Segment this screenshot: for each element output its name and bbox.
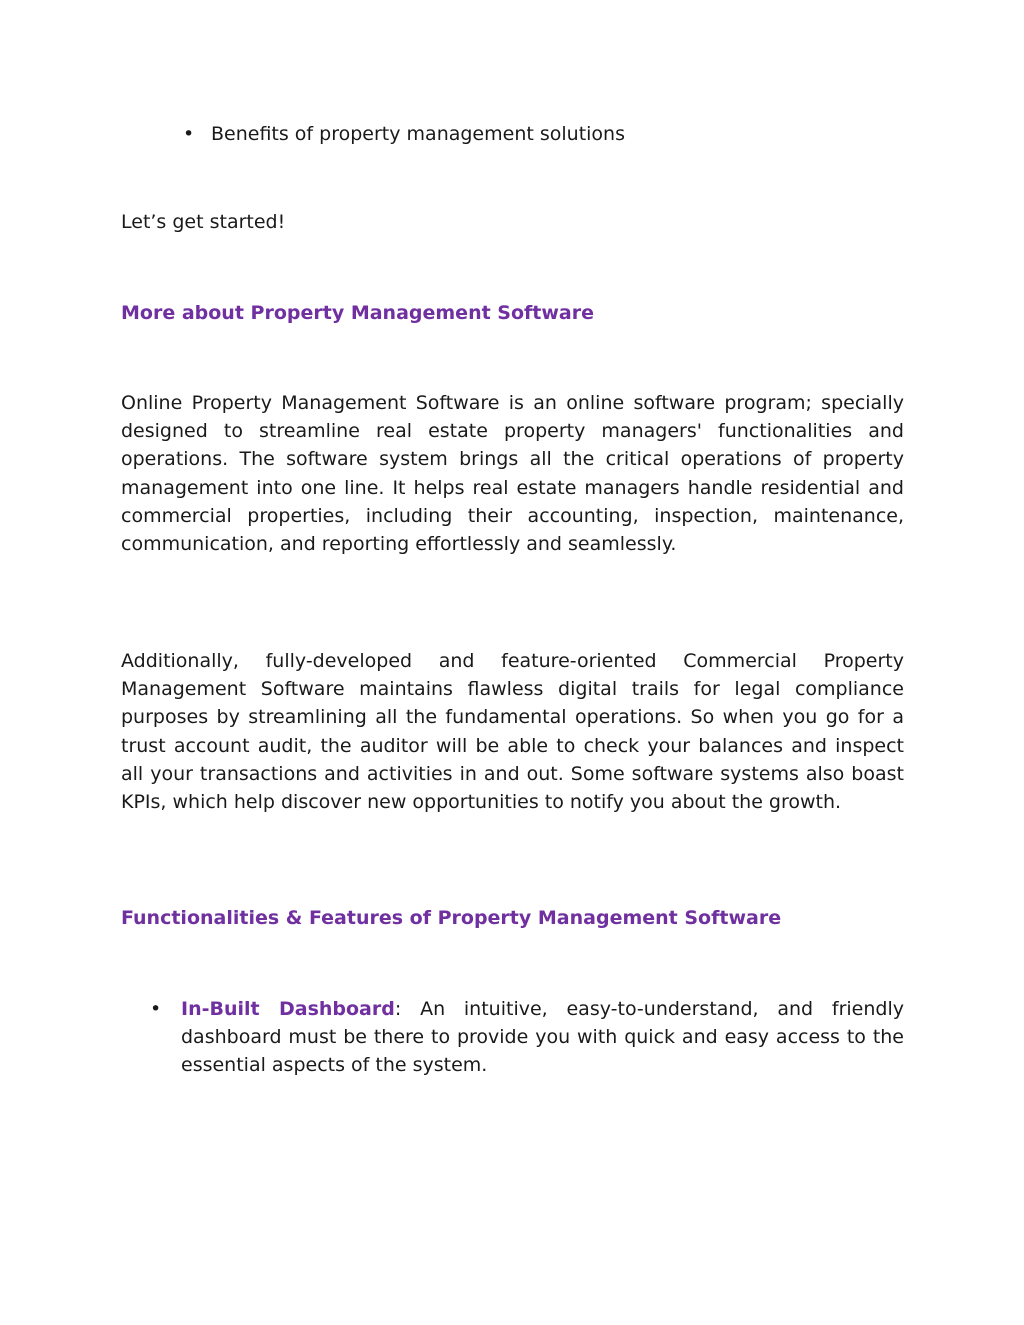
feature-item-dashboard xyxy=(181,995,904,1080)
lets-get-started-text: Let’s get started! xyxy=(121,211,286,233)
section-heading-more-about: More about Property Management Software xyxy=(121,302,595,324)
bullet-icon: • xyxy=(183,123,195,145)
feature-term: In-Built Dashboard xyxy=(181,998,395,1020)
feature-description: An intuitive, easy-to-understand, and friendly dashboard must be there to provide you with quick and easy access to the essential aspects of the system. xyxy=(181,998,904,1077)
feature-separator: : xyxy=(394,998,402,1020)
section-heading-functionalities: Functionalities & Features of Property Management Software xyxy=(121,907,782,929)
intro-bullet-text: Benefits of property management solutions xyxy=(211,123,625,145)
paragraph-additionally: Additionally, fully-developed and feature-oriented Commercial Property Management Software maintains flawless digital trails for legal compliance purposes by streamlining all the fundamental operations. So when you go for a trust account audit, the auditor will be able to check your balances and inspect all your transactions and activities in and out. Some software systems also boast KPIs, which help discover new opportunities to notify you about the growth. xyxy=(121,650,904,814)
paragraph-overview: Online Property Management Software is an online software program; specially designed to streamline real estate property managers' functionalities and operations. The software system brings all the critical operations of property management into one line. It helps real estate managers handle residential and commercial properties, including their accounting, inspection, maintenance, communication, and reporting effortlessly and seamlessly. xyxy=(121,392,904,556)
bullet-icon: • xyxy=(150,998,162,1020)
